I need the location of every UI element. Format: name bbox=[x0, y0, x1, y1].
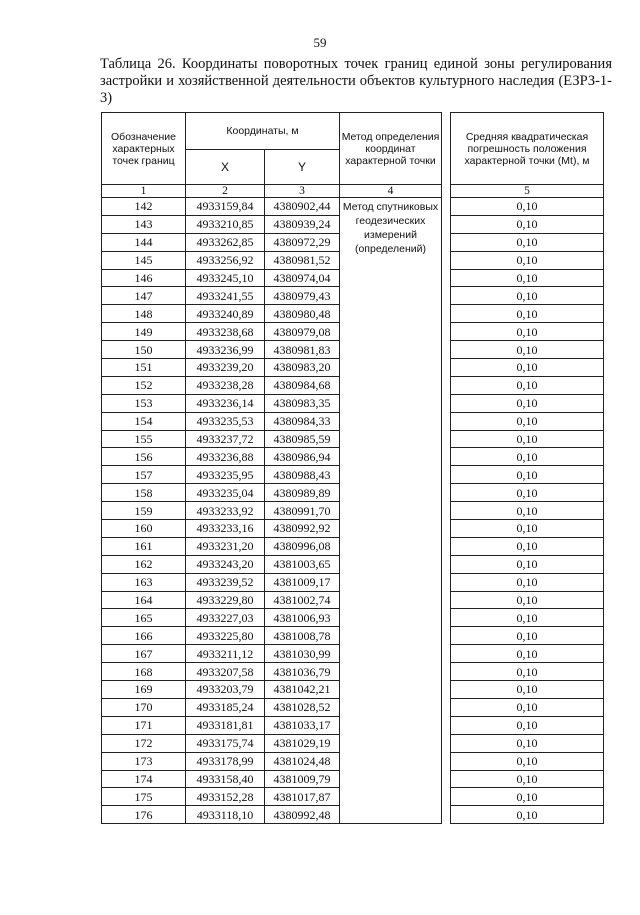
column-gap bbox=[442, 555, 451, 573]
table-title: Таблица 26. Координаты поворотных точек границ единой зоны регулирования застройки и хозяйственной деятельности объектов культурного наследия (ЕЗРЗ-1-3) bbox=[100, 56, 612, 106]
column-gap bbox=[442, 537, 451, 555]
x-coordinate-cell: 4933158,40 bbox=[186, 770, 265, 788]
y-coordinate-cell: 4380989,89 bbox=[265, 484, 340, 502]
column-number-row bbox=[102, 185, 604, 198]
column-gap bbox=[442, 466, 451, 484]
column-number: 3 bbox=[265, 185, 340, 198]
error-cell: 0,10 bbox=[451, 359, 604, 377]
coordinates-table bbox=[101, 112, 604, 824]
header-coordinates: Координаты, м bbox=[186, 113, 340, 150]
point-id-cell: 146 bbox=[102, 269, 186, 287]
method-cell: Метод спутниковых геодезических измерений (определений) bbox=[340, 198, 442, 824]
column-gap bbox=[442, 663, 451, 681]
error-cell: 0,10 bbox=[451, 752, 604, 770]
y-coordinate-cell: 4381036,79 bbox=[265, 663, 340, 681]
x-coordinate-cell: 4933233,16 bbox=[186, 520, 265, 538]
x-coordinate-cell: 4933185,24 bbox=[186, 698, 265, 716]
column-gap bbox=[442, 376, 451, 394]
header-method: Метод определения координат характерной точки bbox=[340, 113, 442, 185]
point-id-cell: 154 bbox=[102, 412, 186, 430]
x-coordinate-cell: 4933152,28 bbox=[186, 788, 265, 806]
header-row bbox=[102, 113, 604, 150]
error-cell: 0,10 bbox=[451, 323, 604, 341]
column-gap bbox=[442, 716, 451, 734]
error-cell: 0,10 bbox=[451, 520, 604, 538]
error-cell: 0,10 bbox=[451, 251, 604, 269]
error-cell: 0,10 bbox=[451, 555, 604, 573]
y-coordinate-cell: 4380979,43 bbox=[265, 287, 340, 305]
x-coordinate-cell: 4933178,99 bbox=[186, 752, 265, 770]
x-coordinate-cell: 4933210,85 bbox=[186, 215, 265, 233]
column-number: 4 bbox=[340, 185, 442, 198]
x-coordinate-cell: 4933159,84 bbox=[186, 198, 265, 216]
error-cell: 0,10 bbox=[451, 681, 604, 699]
x-coordinate-cell: 4933236,14 bbox=[186, 394, 265, 412]
point-id-cell: 158 bbox=[102, 484, 186, 502]
column-gap bbox=[442, 359, 451, 377]
error-cell: 0,10 bbox=[451, 663, 604, 681]
error-cell: 0,10 bbox=[451, 770, 604, 788]
x-coordinate-cell: 4933238,68 bbox=[186, 323, 265, 341]
column-number: 1 bbox=[102, 185, 186, 198]
x-coordinate-cell: 4933241,55 bbox=[186, 287, 265, 305]
error-cell: 0,10 bbox=[451, 215, 604, 233]
x-coordinate-cell: 4933236,99 bbox=[186, 341, 265, 359]
x-coordinate-cell: 4933175,74 bbox=[186, 734, 265, 752]
error-cell: 0,10 bbox=[451, 233, 604, 251]
point-id-cell: 144 bbox=[102, 233, 186, 251]
error-cell: 0,10 bbox=[451, 341, 604, 359]
x-coordinate-cell: 4933227,03 bbox=[186, 609, 265, 627]
error-cell: 0,10 bbox=[451, 537, 604, 555]
column-gap bbox=[442, 215, 451, 233]
header-x: X bbox=[186, 150, 265, 185]
column-gap bbox=[442, 645, 451, 663]
point-id-cell: 166 bbox=[102, 627, 186, 645]
error-cell: 0,10 bbox=[451, 716, 604, 734]
point-id-cell: 160 bbox=[102, 520, 186, 538]
column-gap bbox=[442, 448, 451, 466]
column-gap bbox=[442, 502, 451, 520]
error-cell: 0,10 bbox=[451, 305, 604, 323]
y-coordinate-cell: 4380980,48 bbox=[265, 305, 340, 323]
column-gap bbox=[442, 627, 451, 645]
y-coordinate-cell: 4381024,48 bbox=[265, 752, 340, 770]
column-number: 2 bbox=[186, 185, 265, 198]
y-coordinate-cell: 4380981,52 bbox=[265, 251, 340, 269]
column-gap bbox=[442, 698, 451, 716]
y-coordinate-cell: 4381008,78 bbox=[265, 627, 340, 645]
y-coordinate-cell: 4381030,99 bbox=[265, 645, 340, 663]
y-coordinate-cell: 4381017,87 bbox=[265, 788, 340, 806]
x-coordinate-cell: 4933233,92 bbox=[186, 502, 265, 520]
point-id-cell: 170 bbox=[102, 698, 186, 716]
y-coordinate-cell: 4380983,20 bbox=[265, 359, 340, 377]
point-id-cell: 173 bbox=[102, 752, 186, 770]
x-coordinate-cell: 4933118,10 bbox=[186, 806, 265, 824]
point-id-cell: 175 bbox=[102, 788, 186, 806]
header-designation: Обозначение характерных точек границ bbox=[102, 113, 186, 185]
column-gap bbox=[442, 269, 451, 287]
error-cell: 0,10 bbox=[451, 698, 604, 716]
error-cell: 0,10 bbox=[451, 609, 604, 627]
y-coordinate-cell: 4380984,68 bbox=[265, 376, 340, 394]
point-id-cell: 151 bbox=[102, 359, 186, 377]
y-coordinate-cell: 4381003,65 bbox=[265, 555, 340, 573]
x-coordinate-cell: 4933262,85 bbox=[186, 233, 265, 251]
error-cell: 0,10 bbox=[451, 573, 604, 591]
column-number: 5 bbox=[451, 185, 604, 198]
y-coordinate-cell: 4381042,21 bbox=[265, 681, 340, 699]
point-id-cell: 163 bbox=[102, 573, 186, 591]
column-gap bbox=[442, 412, 451, 430]
point-id-cell: 150 bbox=[102, 341, 186, 359]
column-gap bbox=[442, 233, 451, 251]
page-number: 59 bbox=[313, 35, 327, 50]
y-coordinate-cell: 4380984,33 bbox=[265, 412, 340, 430]
column-gap bbox=[442, 609, 451, 627]
error-cell: 0,10 bbox=[451, 645, 604, 663]
y-coordinate-cell: 4381033,17 bbox=[265, 716, 340, 734]
x-coordinate-cell: 4933211,12 bbox=[186, 645, 265, 663]
x-coordinate-cell: 4933240,89 bbox=[186, 305, 265, 323]
y-coordinate-cell: 4381029,19 bbox=[265, 734, 340, 752]
x-coordinate-cell: 4933181,81 bbox=[186, 716, 265, 734]
error-cell: 0,10 bbox=[451, 484, 604, 502]
column-gap bbox=[442, 591, 451, 609]
y-coordinate-cell: 4381006,93 bbox=[265, 609, 340, 627]
point-id-cell: 152 bbox=[102, 376, 186, 394]
x-coordinate-cell: 4933237,72 bbox=[186, 430, 265, 448]
point-id-cell: 148 bbox=[102, 305, 186, 323]
x-coordinate-cell: 4933236,88 bbox=[186, 448, 265, 466]
y-coordinate-cell: 4380996,08 bbox=[265, 537, 340, 555]
y-coordinate-cell: 4380985,59 bbox=[265, 430, 340, 448]
error-cell: 0,10 bbox=[451, 502, 604, 520]
y-coordinate-cell: 4380902,44 bbox=[265, 198, 340, 216]
error-cell: 0,10 bbox=[451, 591, 604, 609]
header-error: Средняя квадратическая погрешность положения характерной точки (Mt), м bbox=[451, 113, 604, 185]
error-cell: 0,10 bbox=[451, 627, 604, 645]
x-coordinate-cell: 4933235,53 bbox=[186, 412, 265, 430]
point-id-cell: 143 bbox=[102, 215, 186, 233]
column-gap bbox=[442, 323, 451, 341]
x-coordinate-cell: 4933243,20 bbox=[186, 555, 265, 573]
header-y: Y bbox=[265, 150, 340, 185]
column-gap bbox=[442, 341, 451, 359]
column-gap bbox=[442, 752, 451, 770]
y-coordinate-cell: 4380974,04 bbox=[265, 269, 340, 287]
error-cell: 0,10 bbox=[451, 448, 604, 466]
y-coordinate-cell: 4380992,48 bbox=[265, 806, 340, 824]
y-coordinate-cell: 4380979,08 bbox=[265, 323, 340, 341]
x-coordinate-cell: 4933235,04 bbox=[186, 484, 265, 502]
error-cell: 0,10 bbox=[451, 412, 604, 430]
y-coordinate-cell: 4380988,43 bbox=[265, 466, 340, 484]
x-coordinate-cell: 4933239,52 bbox=[186, 573, 265, 591]
point-id-cell: 155 bbox=[102, 430, 186, 448]
error-cell: 0,10 bbox=[451, 734, 604, 752]
x-coordinate-cell: 4933203,79 bbox=[186, 681, 265, 699]
column-gap bbox=[442, 681, 451, 699]
column-gap bbox=[442, 394, 451, 412]
error-cell: 0,10 bbox=[451, 287, 604, 305]
x-coordinate-cell: 4933238,28 bbox=[186, 376, 265, 394]
x-coordinate-cell: 4933225,80 bbox=[186, 627, 265, 645]
y-coordinate-cell: 4380939,24 bbox=[265, 215, 340, 233]
point-id-cell: 164 bbox=[102, 591, 186, 609]
point-id-cell: 174 bbox=[102, 770, 186, 788]
x-coordinate-cell: 4933256,92 bbox=[186, 251, 265, 269]
column-gap bbox=[442, 113, 451, 185]
column-gap bbox=[442, 287, 451, 305]
error-cell: 0,10 bbox=[451, 788, 604, 806]
point-id-cell: 169 bbox=[102, 681, 186, 699]
point-id-cell: 161 bbox=[102, 537, 186, 555]
x-coordinate-cell: 4933231,20 bbox=[186, 537, 265, 555]
column-gap bbox=[442, 198, 451, 216]
point-id-cell: 172 bbox=[102, 734, 186, 752]
y-coordinate-cell: 4380991,70 bbox=[265, 502, 340, 520]
point-id-cell: 149 bbox=[102, 323, 186, 341]
point-id-cell: 159 bbox=[102, 502, 186, 520]
x-coordinate-cell: 4933239,20 bbox=[186, 359, 265, 377]
x-coordinate-cell: 4933207,58 bbox=[186, 663, 265, 681]
y-coordinate-cell: 4381009,17 bbox=[265, 573, 340, 591]
error-cell: 0,10 bbox=[451, 430, 604, 448]
error-cell: 0,10 bbox=[451, 806, 604, 824]
x-coordinate-cell: 4933245,10 bbox=[186, 269, 265, 287]
column-gap bbox=[442, 185, 451, 198]
column-gap bbox=[442, 770, 451, 788]
y-coordinate-cell: 4381009,79 bbox=[265, 770, 340, 788]
error-cell: 0,10 bbox=[451, 269, 604, 287]
column-gap bbox=[442, 806, 451, 824]
y-coordinate-cell: 4380981,83 bbox=[265, 341, 340, 359]
point-id-cell: 142 bbox=[102, 198, 186, 216]
column-gap bbox=[442, 484, 451, 502]
point-id-cell: 167 bbox=[102, 645, 186, 663]
y-coordinate-cell: 4380983,35 bbox=[265, 394, 340, 412]
column-gap bbox=[442, 573, 451, 591]
x-coordinate-cell: 4933229,80 bbox=[186, 591, 265, 609]
table-row bbox=[102, 198, 604, 216]
column-gap bbox=[442, 734, 451, 752]
x-coordinate-cell: 4933235,95 bbox=[186, 466, 265, 484]
point-id-cell: 145 bbox=[102, 251, 186, 269]
point-id-cell: 156 bbox=[102, 448, 186, 466]
point-id-cell: 157 bbox=[102, 466, 186, 484]
point-id-cell: 147 bbox=[102, 287, 186, 305]
error-cell: 0,10 bbox=[451, 466, 604, 484]
point-id-cell: 176 bbox=[102, 806, 186, 824]
y-coordinate-cell: 4381028,52 bbox=[265, 698, 340, 716]
point-id-cell: 153 bbox=[102, 394, 186, 412]
point-id-cell: 165 bbox=[102, 609, 186, 627]
y-coordinate-cell: 4381002,74 bbox=[265, 591, 340, 609]
column-gap bbox=[442, 430, 451, 448]
column-gap bbox=[442, 788, 451, 806]
error-cell: 0,10 bbox=[451, 376, 604, 394]
error-cell: 0,10 bbox=[451, 394, 604, 412]
column-gap bbox=[442, 305, 451, 323]
y-coordinate-cell: 4380986,94 bbox=[265, 448, 340, 466]
point-id-cell: 171 bbox=[102, 716, 186, 734]
column-gap bbox=[442, 251, 451, 269]
point-id-cell: 162 bbox=[102, 555, 186, 573]
point-id-cell: 168 bbox=[102, 663, 186, 681]
error-cell: 0,10 bbox=[451, 198, 604, 216]
y-coordinate-cell: 4380992,92 bbox=[265, 520, 340, 538]
column-gap bbox=[442, 520, 451, 538]
y-coordinate-cell: 4380972,29 bbox=[265, 233, 340, 251]
